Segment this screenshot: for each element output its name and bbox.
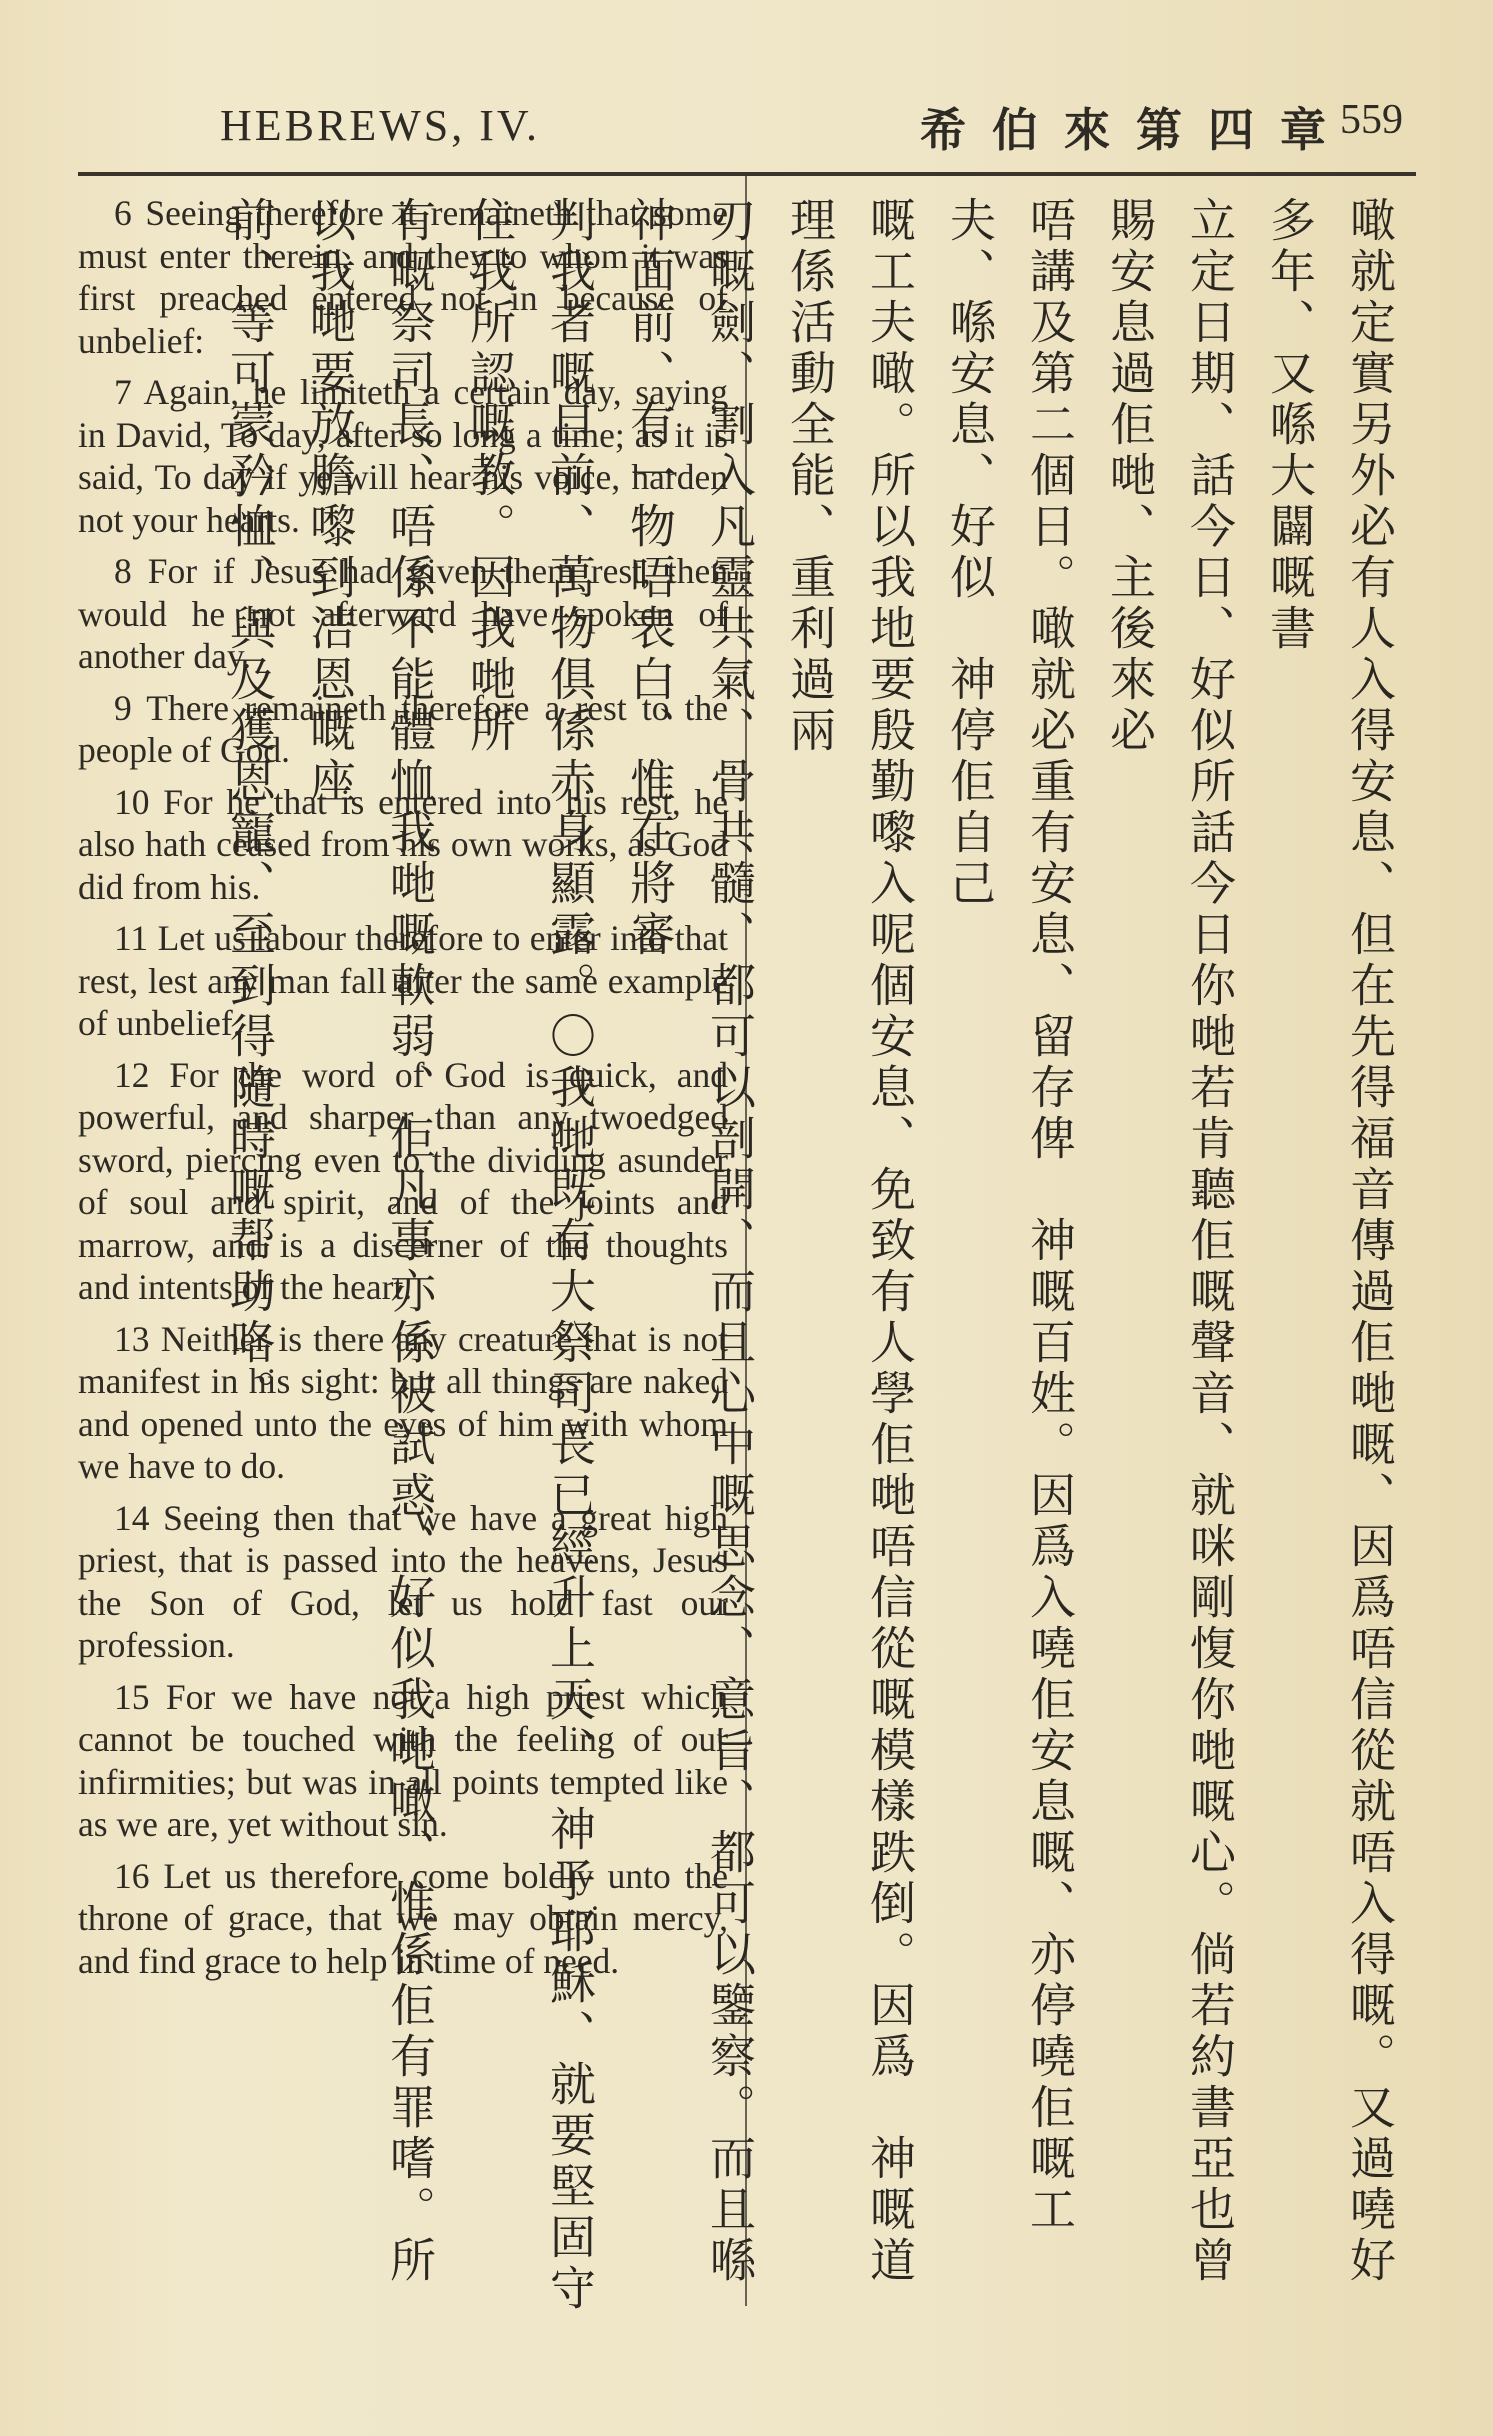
verse-15: 15 For we have not a high priest which cannot be touched with the feeling of our infirmities; but was in all points tempted like as we are, yet without sin. <box>78 1676 728 1844</box>
verse-11: 11 Let us labour therefore to enter into that rest, lest any man fall after the same example of unbelief. <box>78 918 728 1043</box>
verse-8: 8 For if Jesus had given them rest, then would he not afterward have spoken of another day. <box>78 551 728 676</box>
chinese-line: 立定日期、話今日、好似所話今日你哋若肯聽佢嘅聲音、就咪剛愎你哋嘅心。倘若約書亞也曾賜安息過佢哋、主後來必 <box>1103 196 1237 2287</box>
chinese-line: 唔講及第二個日。噉就必重有安息、留存俾 神嘅百姓。因爲入嘵佢安息嘅、亦停嘵佢嘅工夫、喺安息、好似 神停佢自己 <box>943 196 1077 2236</box>
chinese-line: 刃嘅劍、割入凡靈共氣、骨共髓、都可以剖開、而且心中嘅思念、意旨、都可以鑒察。而且喺 神面前、有一物唔表白、惟在將審 <box>623 196 757 2338</box>
chinese-line: 前、等可蒙矜恤、與及獲恩寵、至到得隨時嘅帮助咯。 <box>223 196 277 1420</box>
chinese-line: 判我者嘅目前、萬物俱係赤身顯露。〇我哋既有大祭司長已經升上天、 神子耶穌、就要堅固守住我所認嘅教。因我哋所 <box>463 196 597 2315</box>
page-header <box>70 80 1423 170</box>
running-head-chinese: 希伯來第四章 <box>920 103 1352 157</box>
chinese-line: 有嘅祭司長、唔係不能體恤我哋嘅軟弱、佢凡事亦係被試惑、好似我哋噉、惟係佢有罪嗜。所以我哋要放膽嚟到洁恩嘅座 <box>303 196 437 2287</box>
header-rule <box>78 172 1416 176</box>
chinese-line: 噉就定實另外必有人入得安息、但在先得福音傳過佢哋嘅、因爲唔信從就唔入得嘅。又過嘵好多年、又喺大闢嘅書 <box>1263 196 1397 2287</box>
verse-14: 14 Seeing then that we have a great high priest, that is passed into the heavens, Jesus the Son of God, let us hold fast our profession. <box>78 1497 728 1665</box>
page-number: 559 <box>1340 97 1403 143</box>
chinese-line: 嘅工夫噉。所以我地要殷勤嚟入呢個安息、免致有人學佢哋唔信從嘅模樣跌倒。因爲 神嘅道理係活動全能、重利過兩 <box>783 196 917 2287</box>
verse-6: 6 Seeing therefore it remaineth that some must enter therein, and they to whom it was first preached entered not in because of unbelief: <box>78 193 728 361</box>
verse-7: 7 Again, he limiteth a certain day, saying in David, To day, after so long a time; as it is said, To day if ye will hear his voice, harden not your hearts. <box>78 372 728 540</box>
verse-16: 16 Let us therefore come boldly unto the throne of grace, that we may obtain mercy, and find grace to help in time of need. <box>78 1855 728 1981</box>
verse-13: 13 Neither is there any creature that is not manifest in his sight: but all things are naked and opened unto the eyes of him with whom we have to do. <box>78 1318 728 1486</box>
verse-10: 10 For he that is entered into his rest, he also hath ceased from his own works, as God did from his. <box>78 781 728 907</box>
verse-12: 12 For the word of God is quick, and powerful, and sharper than any twoedged sword, piercing even to the dividing asunder of soul and spirit, and of the joints and marrow, and is a discerner of the thoughts and intents of the heart. <box>78 1054 728 1307</box>
running-head-english: HEBREWS, IV. <box>220 101 540 150</box>
verse-9: 9 There remaineth therefore a rest to the people of God. <box>78 687 728 770</box>
